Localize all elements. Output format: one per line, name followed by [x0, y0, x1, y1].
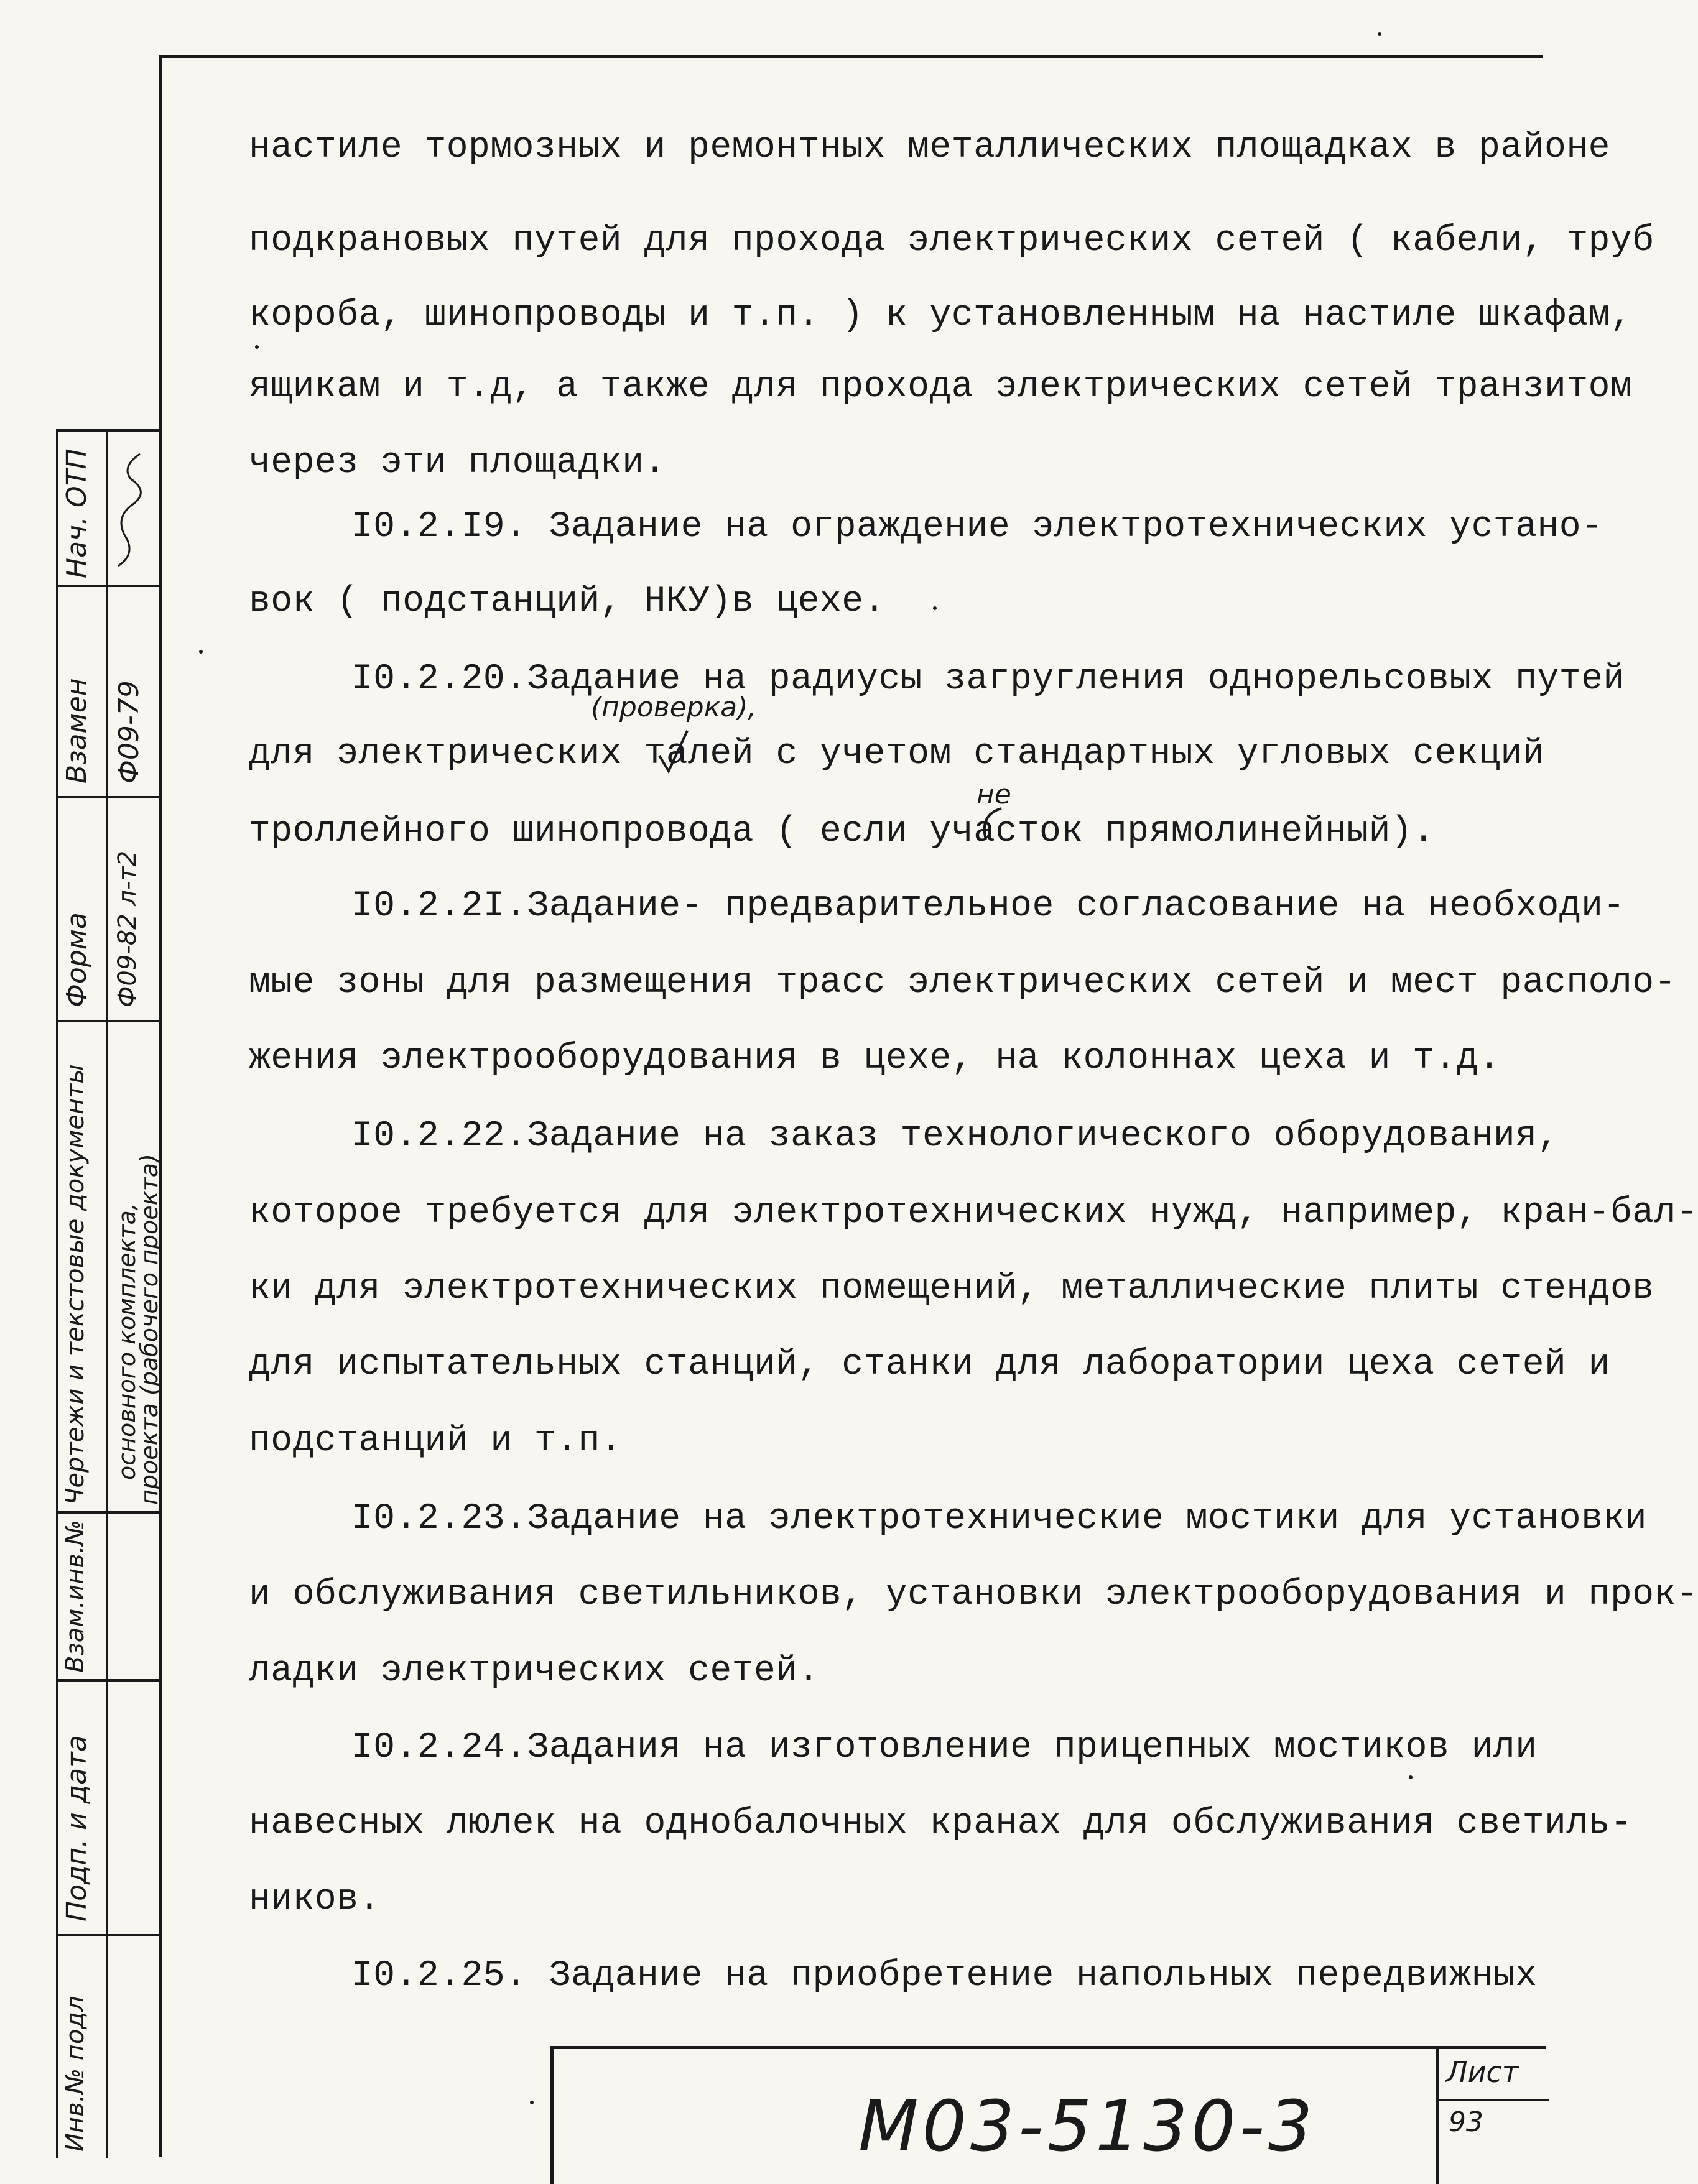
side-stamp: [56, 429, 163, 2158]
scan-speck: [199, 650, 203, 654]
text-line: I0.2.25. Задание на приобретение напольных передвижных: [351, 1956, 1538, 1996]
stamp-divider: [56, 1511, 159, 1514]
insertion-caret-icon: [656, 728, 694, 777]
stamp-label-nach-otp: Нач. ОТП: [61, 448, 93, 578]
text-line: I0.2.22.Задание на заказ технологического оборудования,: [351, 1116, 1559, 1157]
stamp-divider: [56, 429, 159, 432]
stamp-divider: [56, 796, 159, 798]
stamp-divider: [56, 1934, 159, 1936]
text-line: вок ( подстанций, НКУ)в цехе.: [249, 581, 886, 622]
stamp-value-main-set: основного комплекта,: [113, 1203, 141, 1480]
stamp-border-left: [56, 429, 58, 2158]
text-line: троллейного шинопровода ( если участок прямолинейный).: [249, 812, 1435, 852]
insertion-arc-icon: [977, 805, 1008, 843]
sheet-divider: [1439, 2099, 1549, 2101]
stamp-label-forma: Форма: [61, 912, 93, 1007]
text-line: через эти площадки.: [249, 443, 666, 483]
text-line: которое требуется для электротехнических нужд, например, кран-бал-: [249, 1193, 1698, 1233]
text-line: ящикам и т.д, а также для прохода электрических сетей транзитом: [249, 367, 1633, 407]
stamp-divider: [56, 585, 159, 587]
stamp-label-podp-data: Подп. и дата: [61, 1735, 93, 1922]
stamp-value-f09-79: Ф09-79: [113, 680, 145, 784]
stamp-value-f09-82: Ф09-82 л-т2: [113, 850, 142, 1007]
text-line: ников.: [249, 1879, 381, 1920]
text-line: ладки электрических сетей.: [249, 1651, 820, 1691]
sheet-number: 93: [1449, 2106, 1483, 2138]
scan-speck: [530, 2101, 534, 2104]
text-line: для электрических талей с учетом стандартных угловых секций: [249, 734, 1545, 774]
text-line: жения электрооборудования в цехе, на колоннах цеха и т.д.: [249, 1039, 1501, 1079]
text-line: подстанций и т.п.: [249, 1421, 623, 1461]
scan-speck: [1409, 1775, 1413, 1779]
text-line: I0.2.23.Задание на электротехнические мостики для установки: [351, 1499, 1648, 1539]
scan-speck: [1378, 32, 1381, 36]
scan-speck: [255, 345, 259, 349]
text-line: и обслуживания светильников, установки электрооборудования и прок-: [249, 1575, 1698, 1615]
stamp-value-project: проекта (рабочего проекта): [136, 1154, 163, 1505]
stamp-label-vzamen: Взамен: [61, 678, 93, 784]
stamp-label-inv-podl: Инв.№ подл: [61, 1996, 90, 2152]
text-line: I0.2.2I.Задание- предварительное согласование на необходи-: [351, 886, 1625, 927]
document-code: М03-5130-3: [858, 2086, 1317, 2167]
text-line: короба, шинопроводы и т.п. ) к установленным на настиле шкафам,: [249, 295, 1633, 336]
text-line: подкрановых путей для прохода электрических сетей ( кабели, труб: [249, 221, 1654, 261]
sheet-cell: [1436, 2049, 1549, 2184]
text-line: I0.2.24.Задания на изготовление прицепных мостиков или: [351, 1728, 1538, 1768]
stamp-label-vzam-inv: Взам.инв.№: [61, 1519, 90, 1673]
title-block: [550, 2046, 1546, 2184]
text-line: для испытательных станций, станки для лаборатории цеха сетей и: [249, 1344, 1610, 1385]
sheet-label: Лист: [1446, 2055, 1519, 2089]
text-line: I0.2.I9. Задание на ограждение электротехнических устано-: [351, 507, 1603, 547]
handwritten-insert-ne: не: [977, 779, 1011, 810]
scan-speck: [933, 606, 937, 610]
text-line: мые зоны для размещения трасс электрических сетей и мест располо-: [249, 963, 1676, 1003]
text-line: настиле тормозных и ремонтных металлических площадках в районе: [249, 127, 1610, 168]
stamp-divider: [56, 1679, 159, 1682]
frame-top-border: [159, 55, 1543, 58]
text-line: навесных люлек на однобалочных кранах для обслуживания светиль-: [249, 1803, 1633, 1844]
text-line: I0.2.20.Задание на радиусы загругления однорельсовых путей: [351, 659, 1625, 700]
stamp-divider: [56, 1020, 159, 1022]
frame-left-border: [159, 55, 162, 2157]
signature-icon: [112, 442, 155, 578]
text-line: ки для электротехнических помещений, металлические плиты стендов: [249, 1269, 1654, 1309]
stamp-divider: [106, 429, 108, 2158]
stamp-label-drawings: Чертежи и текстовые документы: [61, 1064, 90, 1505]
handwritten-insert-proverka: (проверка),: [591, 692, 757, 723]
